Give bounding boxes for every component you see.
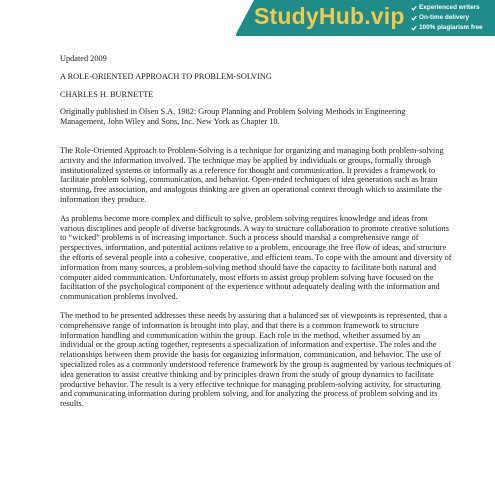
feature-label: Experienced writers — [419, 4, 480, 11]
author-name: CHARLES H. BURNETTE — [60, 89, 154, 99]
updated-date: Updated 2009 — [60, 54, 107, 63]
ad-banner[interactable] — [236, 0, 495, 36]
check-icon — [411, 25, 417, 31]
feature-label: On-time delivery — [419, 14, 470, 21]
check-icon — [411, 5, 417, 11]
paragraph: As problems become more complex and difficult to solve, problem solving requires knowledge and ideas from various disciplines and people of diverse backgrounds. A way to structure collaboration to promote creative solutions to “wicked” problems is of increasing importance. Such a process should marshal a comprehensive range of perspectives, information, and potential actions relative to a problem, encourage the free flow of ideas, and structure the efforts of several people into a cohesive, cooperative, and efficient team. To cope with the amount and diversity of information from many sources, a problem-solving method should have the capacity to facilitate both natural and computer aided communication. Unfortunately, most efforts to assist group problem solving have focused on the facilitation of the psychological component of the experience without adequately dealing with the information and communication problems involved. — [60, 213, 452, 302]
paragraph: The method to be presented addresses these needs by assuring that a balanced set of viewpoints is represented, that a comprehensive range of information is brought into play, and that there is a common framework to structure information handling and communication within the group. Each role in the method, whether assumed by an individual or the group acting together, represents a specialization of information and expertise. The roles and the relationships between them provide the basis for organizing information, communication, and behavior. The use of specialized roles as a commonly understood reference framework by the group is augmented by various techniques of idea generation to assist creative thinking and by principles drawn from the study of group dynamics to facilitate productive behavior. The result is a very effective technique for managing problem-solving activity, for structuring and communicating information during problem solving, and for analyzing the process of problem solving and its results. — [60, 310, 452, 409]
feature-item — [411, 13, 483, 23]
feature-label: 100% plagiarism free — [419, 24, 483, 31]
brand-logo[interactable]: StudyHub.vip — [254, 3, 405, 29]
publication-note: Originally published in Olsen S.A. 1982: Group Planning and Problem Solving Methods in Engineering Management, John Wiley and Sons, Inc. New York as Chapter 10. — [60, 107, 406, 127]
check-icon — [411, 15, 417, 21]
feature-item — [411, 23, 483, 33]
feature-item — [411, 3, 483, 13]
feature-list — [411, 3, 483, 33]
document-body — [60, 54, 452, 418]
paragraph: The Role-Oriented Approach to Problem-Solving is a technique for organizing and managing both problem-solving activity and the information involved. The technique may be applied by individuals or groups, formally through institutionalized systems or informally as a reference for thought and communication. It provides a framework to facilitate problem solving, communication, and behavior. Open-ended techniques of idea generation such as brain storming, free association, and analogous thinking are given an operational context through which to assimilate the information they produce. — [60, 145, 444, 204]
document-title: A ROLE-ORIENTED APPROACH TO PROBLEM-SOLVING — [60, 71, 272, 81]
